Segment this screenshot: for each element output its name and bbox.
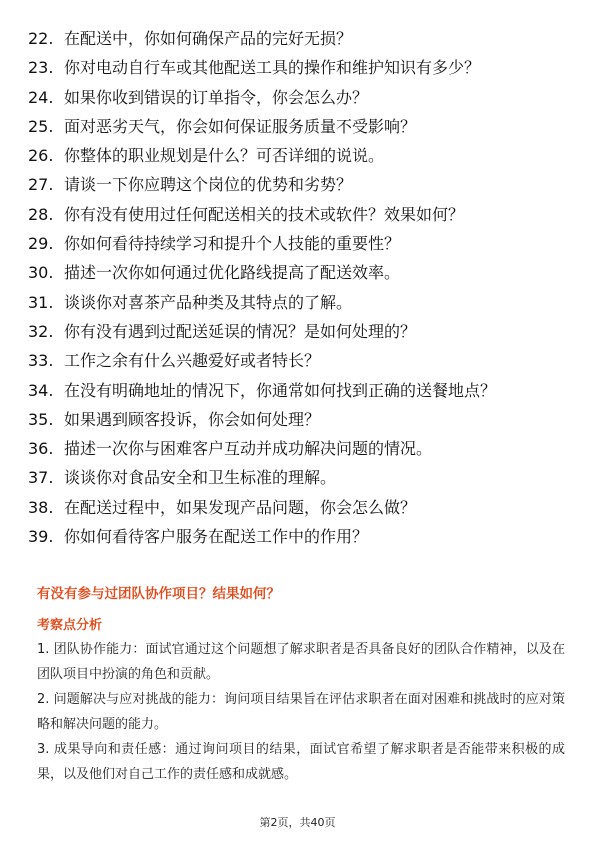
question-text: 请谈一下你应聘这个岗位的优势和劣势？ <box>64 175 353 195</box>
question-number: 35. <box>28 409 54 429</box>
question-text: 你有没有使用过任何配送相关的技术或软件？效果如何？ <box>64 204 465 224</box>
question-number: 26. <box>28 146 54 166</box>
question-number: 31. <box>28 292 54 312</box>
question-text: 如果遇到顾客投诉，你会如何处理？ <box>64 409 321 429</box>
question-number: 36. <box>28 439 54 459</box>
question-text: 如果你收到错误的订单指令，你会怎么办？ <box>64 87 369 107</box>
question-text: 在配送过程中，如果发现产品问题，你会怎么做？ <box>64 497 417 517</box>
list-item <box>28 522 568 551</box>
question-text: 你如何看待持续学习和提升个人技能的重要性？ <box>64 234 401 254</box>
list-item <box>28 288 568 317</box>
analysis-point: 2. 问题解决与应对挑战的能力：询问项目结果旨在评估求职者在面对困难和挑战时的应对策略和解决问题的能力。 <box>37 692 565 732</box>
question-text: 工作之余有什么兴趣爱好或者特长？ <box>64 351 321 371</box>
list-item <box>28 170 568 199</box>
highlighted-question: 有没有参与过团队协作项目？结果如何？ <box>37 586 280 602</box>
analysis-point: 1. 团队协作能力：面试官通过这个问题想了解求职者是否具备良好的团队合作精神，以及在团队项目中扮演的角色和贡献。 <box>37 642 565 682</box>
question-number: 23. <box>28 58 54 78</box>
list-item <box>28 229 568 258</box>
question-text: 描述一次你与困难客户互动并成功解决问题的情况。 <box>64 439 433 459</box>
question-text: 你整体的职业规划是什么？可否详细的说说。 <box>64 146 385 166</box>
analysis-point: 3. 成果导向和责任感：通过询问项目的结果，面试官希望了解求职者是否能带来积极的成果，以及他们对自己工作的责任感和成就感。 <box>37 742 565 782</box>
question-number: 24. <box>28 87 54 107</box>
list-item <box>28 346 568 375</box>
question-text: 描述一次你如何通过优化路线提高了配送效率。 <box>64 263 401 283</box>
list-item <box>28 493 568 522</box>
question-number: 29. <box>28 234 54 254</box>
question-number: 33. <box>28 351 54 371</box>
list-item <box>28 463 568 492</box>
analysis-section <box>37 637 565 787</box>
question-number: 38. <box>28 497 54 517</box>
question-text: 在配送中，你如何确保产品的完好无损？ <box>64 29 353 48</box>
question-number: 28. <box>28 204 54 224</box>
list-item <box>28 24 568 53</box>
analysis-heading: 考察点分析 <box>37 618 103 633</box>
list-item <box>28 258 568 287</box>
list-item <box>28 53 568 82</box>
page-footer: 第2页，共40页 <box>259 816 336 829</box>
question-text: 谈谈你对喜茶产品种类及其特点的了解。 <box>64 292 353 312</box>
question-number: 25. <box>28 116 54 136</box>
list-item <box>28 200 568 229</box>
question-text: 你有没有遇到过配送延误的情况？是如何处理的？ <box>64 321 417 341</box>
question-number: 37. <box>28 468 54 488</box>
question-text: 面对恶劣天气，你会如何保证服务质量不受影响？ <box>64 116 417 136</box>
list-item <box>28 317 568 346</box>
question-number: 27. <box>28 175 54 195</box>
question-number: 22. <box>28 29 54 48</box>
list-item <box>28 112 568 141</box>
question-number: 32. <box>28 321 54 341</box>
question-number: 34. <box>28 380 54 400</box>
question-text: 谈谈你对食品安全和卫生标准的理解。 <box>64 468 337 488</box>
question-text: 在没有明确地址的情况下，你通常如何找到正确的送餐地点？ <box>64 380 497 400</box>
list-item <box>28 376 568 405</box>
list-item <box>28 434 568 463</box>
question-number: 30. <box>28 263 54 283</box>
question-list <box>28 24 568 551</box>
question-text: 你如何看待客户服务在配送工作中的作用？ <box>64 527 369 547</box>
list-item <box>28 405 568 434</box>
question-text: 你对电动自行车或其他配送工具的操作和维护知识有多少？ <box>64 58 481 78</box>
list-item <box>28 141 568 170</box>
question-number: 39. <box>28 527 54 547</box>
list-item <box>28 83 568 112</box>
